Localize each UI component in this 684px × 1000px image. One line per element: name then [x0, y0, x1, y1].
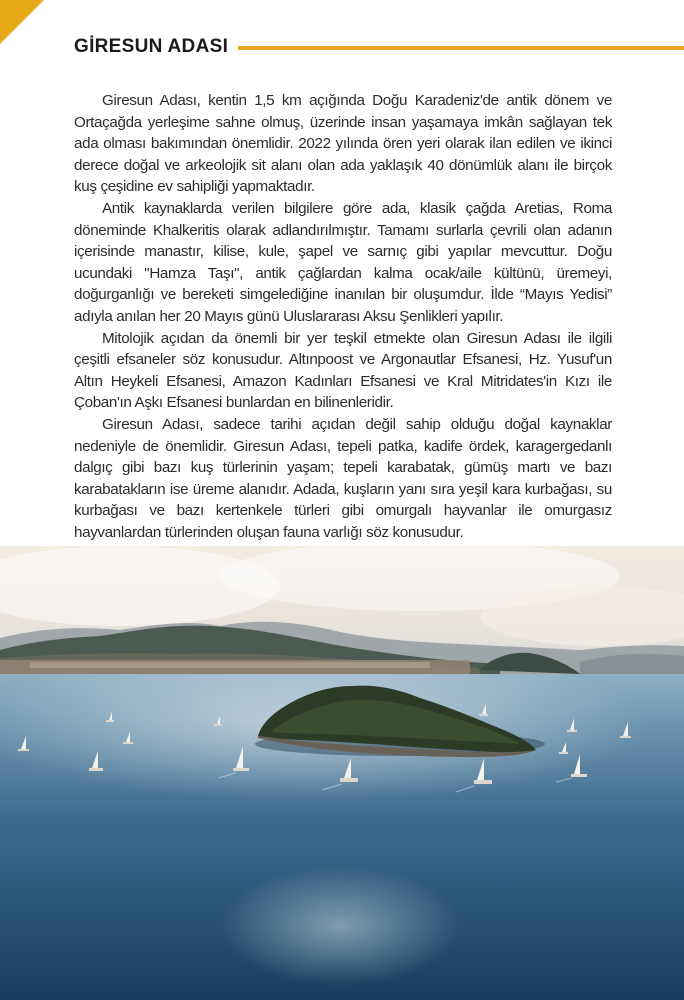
heading-row — [74, 33, 684, 61]
paragraph-4: Giresun Adası, sadece tarihi açıdan değil sahip olduğu doğal kaynaklar nedeniyle de önemlidir. Giresun Adası, tepeli patka, kadife ördek, karagergedanlı dalgıç gibi bazı kuş türlerinin yaşam; tepeli karabatak, gümüş martı ve bazı karabatakların ise üreme alanıdır. Adada, kuşların yanı sıra yeşil kara kurbağası, su kurbağası ve bazı kertenkele türleri gibi omurgalı hayvanlar ile omurgasız hayvanlardan türlerinden oluşan fauna varlığı söz konusudur. — [74, 415, 612, 541]
corner-accent-triangle — [0, 0, 44, 44]
article-body — [74, 90, 612, 543]
page-title: GİRESUN ADASI — [74, 36, 229, 57]
paragraph-2: Antik kaynaklarda verilen bilgilere göre ada, klasik çağda Aretias, Roma döneminde Khalkeritis olarak adlandırılmıştır. Tamamı surlarla çevrili olan adanın içerisinde manastır, kilise, kule, şapel ve sarnıç gibi yapılar mevcuttur. Doğu ucundaki "Hamza Taşı", antik çağlardan kalma ocak/aile kültünü, üremeyi, doğurganlığı ve bereketi simgelediğine inanılan bir oluşumdur. İlde “Mayıs Yedisi” adıyla anılan her 20 Mayıs günü Uluslararası Aksu Şenlikleri yapılır. — [74, 199, 612, 325]
island-photo — [0, 546, 684, 1000]
paragraph-1: Giresun Adası, kentin 1,5 km açığında Doğu Karadeniz'de antik dönem ve Ortaçağda yerleşime sahne olmuş, üzerinde insan yaşamaya imkân sağlayan tek ada olması bakımından önemlidir. 2022 yılında ören yeri olarak ilan edilen ve ikinci derece doğal ve arkeolojik sit alanı olan ada yaklaşık 40 dönümlük alanı ile birçok kuş çeşidine ev sahipliği yapmaktadır. — [74, 92, 612, 196]
paragraph-3: Mitolojik açıdan da önemli bir yer teşkil etmekte olan Giresun Adası ile ilgili çeşitli efsaneler söz konusudur. Altınpoost ve Argonautlar Efsanesi, Hz. Yusuf'un Altın Heykeli Efsanesi, Amazon Kadınları Efsanesi ve Kral Mitridates'in Kızı ile Çoban'ın Aşkı Efsanesi bunlardan en bilinenleridir. — [74, 329, 612, 412]
heading-rule — [238, 46, 684, 50]
